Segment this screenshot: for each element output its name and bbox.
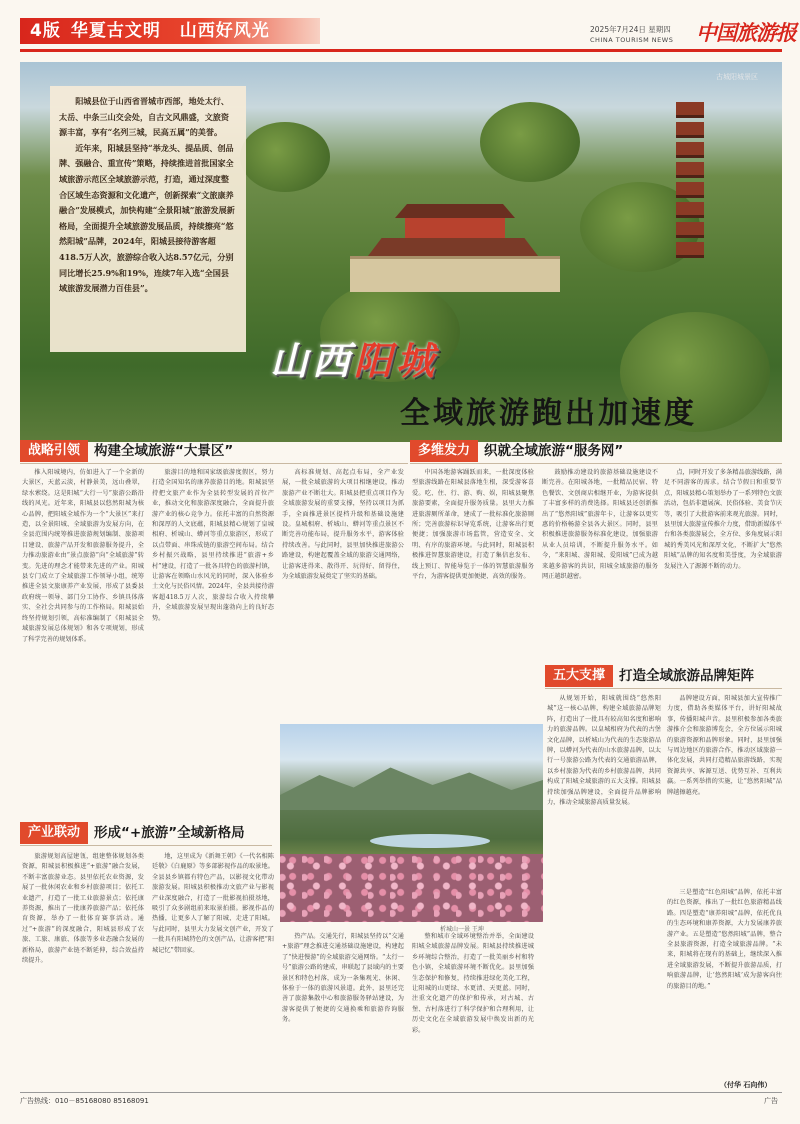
section-name-a: 华夏古文明: [70, 21, 161, 41]
section-tag: 多维发力: [410, 440, 478, 462]
section-rule: [410, 463, 782, 464]
ad-hotline: 广告热线：010－85168080 85168091: [20, 1097, 149, 1105]
section-header-brand: [545, 665, 754, 687]
section-rule: [20, 845, 272, 846]
article-column: 三是塑造“红色阳城”品牌，依托丰富的红色资源，推出了一批红色旅游精品线路。四是塑造“康养阳城”品牌，依托优良的生态环境和康养资源，大力发展康养旅游产业。五是塑造“悠然阳城”品牌，整合全县旅游资源，打造全域旅游品牌。“未来，阳城将在现有的基础上，继续深入推进全域旅游发展，不断提升旅游品质，打响旅游品牌，让‘悠然阳城’成为游客向往的旅游目的地。”: [667, 889, 782, 990]
section-title: 织就全域旅游“服务网”: [484, 443, 624, 459]
article-column: 点，同时开发了多条精品旅游线路，满足不同游客的需求。结合节假日和重要节点，阳城县精心策划举办了一系列特色文旅活动，包括非遗展演、民俗体验、美食节庆等，吸引了大批游客前来观光旅游。同时，县里加大旅游宣传推介力度，借助新媒体平台和各类旅游展会，全方位、多角度展示阳城的秀美风光和深厚文化，不断扩大“悠然阳城”品牌的知名度和美誉度，为全域旅游发展注入了源源不断的动力。: [664, 469, 782, 570]
intro-box: [50, 86, 246, 352]
byline: （付华 石向伟）: [720, 1080, 772, 1089]
intro-paragraph-2: 近年来，阳城县坚持“举龙头、提品质、创品牌、强融合、重宣传”策略，持续推进首批国家全域旅游示范区全域旅游示范，打造，通过深度整合区域生态资源和文化遗产，创新探索“文旅康养融合”发展模式，加快构建“全景阳城”旅游发展新格局，全面提升全域旅游发展品质，持续擦亮“悠然阳城”品牌，2024年，阳城县接待游客超418.5万人次，旅游综合收入达8.57亿元，分别同比增长25.9%和19%，连续7年入选“全国县域旅游发展潜力百佳县”。: [59, 142, 235, 294]
footer-rule: [20, 1092, 782, 1093]
section-tag: 五大支撑: [545, 665, 613, 687]
section-title: 构建全域旅游“大景区”: [94, 443, 234, 459]
photo-caption: 析城山一景 王坤: [440, 926, 484, 933]
landscape-photo: [280, 724, 543, 922]
article-column: 推入阳城境内，仿如进入了一个全新的大景区，天蓝云淡，村静景美，远山叠翠，绿水萦绕。这是阳城“大行一号”旅游公路沿线的风光。近年来，阳城县以悠然阳城为核心品牌，把阳城全域作为一个“大景区”来打造，以全景阳城、全域旅游为发展方向，在全县范围内统筹推进旅游规划编制、旅游项目建设、旅游产品开发和旅游服务提升，全力推动旅游业由“景点旅游”向“全域旅游”转变。先进的理念才能带来先进的产业。阳城县专门成立了全域旅游工作领导小组，统筹推进全县文旅康养产业发展，形成了县委县政府统一领导、部门分工协作、乡镇具体落实、全社会共同参与的工作格局。阳城县始终坚持规划引领，高标准编制了《阳城县全域旅游发展总体规划》和各专项规划，形成了科学完善的规划体系。: [22, 469, 144, 643]
masthead-rule: [20, 49, 782, 52]
article-column: 整和城市全域环境整治并举，全面建设阳城全域旅游品牌发展。阳城县持续推进城乡环境综合整治，打造了一批美丽乡村和特色小镇，全域旅游环境不断优化。县里加强生态保护和修复，持续推进绿化美化工程，让阳城的山更绿、水更清、天更蓝。同时，注重文化遗产的保护和传承，对古城、古堡、古村落进行了科学保护和合理利用，让历史文化在全域旅游发展中焕发出新的光彩。: [412, 933, 534, 1034]
article-column: 热产品。交通先行，阳城县坚持以“交通+旅游”理念推进交通基础设施建设，构建起了“快进慢游”的全域旅游交通网络。“太行一号”旅游公路的建成，串联起了县域内的主要景区和特色村落，成为一条集观光、休闲、体验于一体的旅游风景道。此外，县里还完善了旅游集散中心和旅游服务驿站建设，为游客提供了便捷的交通换乘和旅游咨询服务。: [282, 933, 404, 1024]
edition-bar: [20, 18, 320, 44]
english-name: CHINA TOURISM NEWS: [590, 36, 674, 44]
article-column: 高标准规划、高起点布局，全产业发展，一批全域旅游的大项目相继建设，推动旅游产业不断壮大。阳城县把重点项目作为全域旅游发展的重要支撑，坚持以项目为抓手，全面推进景区提档升级和基础设施建设。皇城相府、析城山、蟒河等重点景区不断完善功能布局，提升服务水平，游客体验持续改善。与此同时，县里加快推进旅游公路建设，构建起覆盖全域的旅游交通网络，让游客进得来、散得开、玩得好、留得住，为全域旅游发展奠定了坚实的基础。: [282, 469, 404, 581]
newspaper-logo: 中国旅游报: [696, 20, 796, 45]
intro-paragraph: 阳城县位于山西省晋城市西部，地处太行、太岳、中条三山交会处，自古文风鼎盛，文旅资源丰富，享有“名列三城，民高五属”的美誉。: [59, 96, 229, 138]
issue-date: 2025年7月24日 星期四: [590, 25, 671, 34]
tree-shape: [240, 122, 330, 192]
hero-title-b: 阳城: [354, 338, 439, 383]
section-title: 形成“+旅游”全域新格局: [94, 825, 245, 841]
section-header-strategy: [20, 440, 233, 462]
page-number: 4版: [30, 21, 61, 41]
article-column: 旅游规划高屋建瓴，组建整体规划各类资源，阳城县积极推进“+旅游”融合发展，不断丰富旅游业态。县里依托农业资源，发展了一批休闲农业和乡村旅游项目；依托工业遗产，打造了一批工业旅游景点；依托康养资源，推出了一批康养旅游产品；依托体育资源，举办了一批体育赛事活动。通过“+旅游”的深度融合，阳城县形成了农旅、工旅、康旅、体旅等多业态融合发展的新格局，旅游产业链不断延伸，综合效益持续提升。: [22, 853, 144, 965]
section-tag: 战略引领: [20, 440, 88, 462]
masthead: [0, 0, 800, 50]
article-column: 旅游目的地和国家级旅游度假区，努力打造全国知名的康养旅游目的地。阳城县坚持把文旅产业作为全县转型发展的首位产业，推动文化和旅游深度融合，全面提升旅游产业的核心竞争力。依托丰富的自然资源和深厚的人文底蕴，阳城县精心规划了皇城相府、析城山、蟒河等重点旅游区，形成了以点带面、串珠成链的旅游空间布局。结合乡村振兴战略，县里持续推进“旅游+乡村”建设，打造了一批各具特色的旅游村镇，让游客在领略山水风光的同时，深入体验乡土文化与民俗风情。2024年，全县共接待游客超418.5万人次，旅游综合收入持续攀升，全域旅游发展呈现出蓬勃向上的良好态势。: [152, 469, 274, 622]
section-name-b: 山西好风光: [179, 21, 270, 41]
hero-photo: [20, 62, 782, 442]
hero-title: [270, 330, 438, 385]
section-header-industry: [20, 822, 245, 844]
hero-title-a: 山西: [270, 338, 355, 383]
dateline: [590, 24, 673, 46]
article-column: 地，这里成为《新舞王朝》《一代名相陈廷敬》《白鹿原》等多部影视作品的取景地。全县县乡镇都有特色产品，以影视文化带动旅游发展。阳城县积极推动文旅产业与影视产业深度融合，打造了一批影视拍摄基地，吸引了众多剧组前来取景拍摄。影视作品的热播，让更多人了解了阳城、走进了阳城。与此同时，县里大力发展文创产业，开发了一批具有阳城特色的文创产品，让游客把“阳城记忆”带回家。: [152, 853, 274, 954]
article-column: 品牌建设方面，阳城县加大宣传推广力度，借助各类媒体平台，讲好阳城故事，传播阳城声音。县里积极参加各类旅游推介会和旅游博览会，全方位展示阳城的旅游资源和品牌形象。同时，县里加强与周边地区的旅游合作，推动区域旅游一体化发展，共同打造精品旅游线路，实现资源共享、客源互送、优势互补、互利共赢。一系列举措的实施，让“悠然阳城”品牌越擦越亮。: [667, 695, 782, 796]
tree-shape: [480, 102, 580, 182]
section-title: 打造全域旅游品牌矩阵: [619, 668, 755, 684]
section-header-service: [410, 440, 623, 462]
footer-label: 广告: [764, 1097, 778, 1105]
pagoda-tower: [676, 102, 704, 272]
temple-complex: [350, 202, 560, 292]
article-column: 从规划开始，阳城就围绕“悠然阳城”这一核心品牌，构建全域旅游品牌矩阵，打造出了一批具有较高知名度和影响力的旅游品牌。以皇城相府为代表的古堡文化品牌，以析城山为代表的生态旅游品牌，以蟒河为代表的山水旅游品牌，以太行一号旅游公路为代表的交通旅游品牌，以乡村旅游为代表的乡村旅游品牌，共同构成了阳城全域旅游的五大支撑。阳城县持续加强品牌建设，全面提升品牌影响力，推动全域旅游高质量发展。: [547, 695, 661, 807]
article-column: 鼓励推动建设的旅游基础设施建设不断完善。在阳城各地，一批精品民宿、特色餐饮、文创商店相继开业，为游客提供了丰富多样的消费选择。阳城县还创新推出了“悠然阳城”旅游年卡，让游客以更实惠的价格畅游全县各大景区。同时，县里积极推进旅游服务标准化建设，加强旅游从业人员培训，不断提升服务水平。如今，“来阳城、游阳城、爱阳城”已成为越来越多游客的共识，阳城全域旅游的服务网正越织越密。: [542, 469, 658, 581]
section-tag: 产业联动: [20, 822, 88, 844]
hero-subtitle: 全域旅游跑出加速度: [400, 396, 697, 431]
section-rule: [20, 463, 408, 464]
article-column: 中国各地游客踊跃而来，一批深度体验型旅游线路在阳城县落地生根，深受游客喜爱。吃、住、行、游、购、娱，阳城县聚焦旅游要素，全面提升服务质量。县里大力推进旅游厕所革命，建成了一批标准化旅游厕所；完善旅游标识导览系统，让游客出行更便捷；加强旅游市场监管，营造安全、文明、有序的旅游环境。与此同时，阳城县积极推进智慧旅游建设，打造了集信息发布、线上预订、智能导览于一体的智慧旅游服务平台，为游客提供更加便捷、高效的服务。: [412, 469, 534, 581]
photo-watermark: 古城阳城景区: [716, 73, 758, 81]
section-rule: [545, 688, 782, 689]
